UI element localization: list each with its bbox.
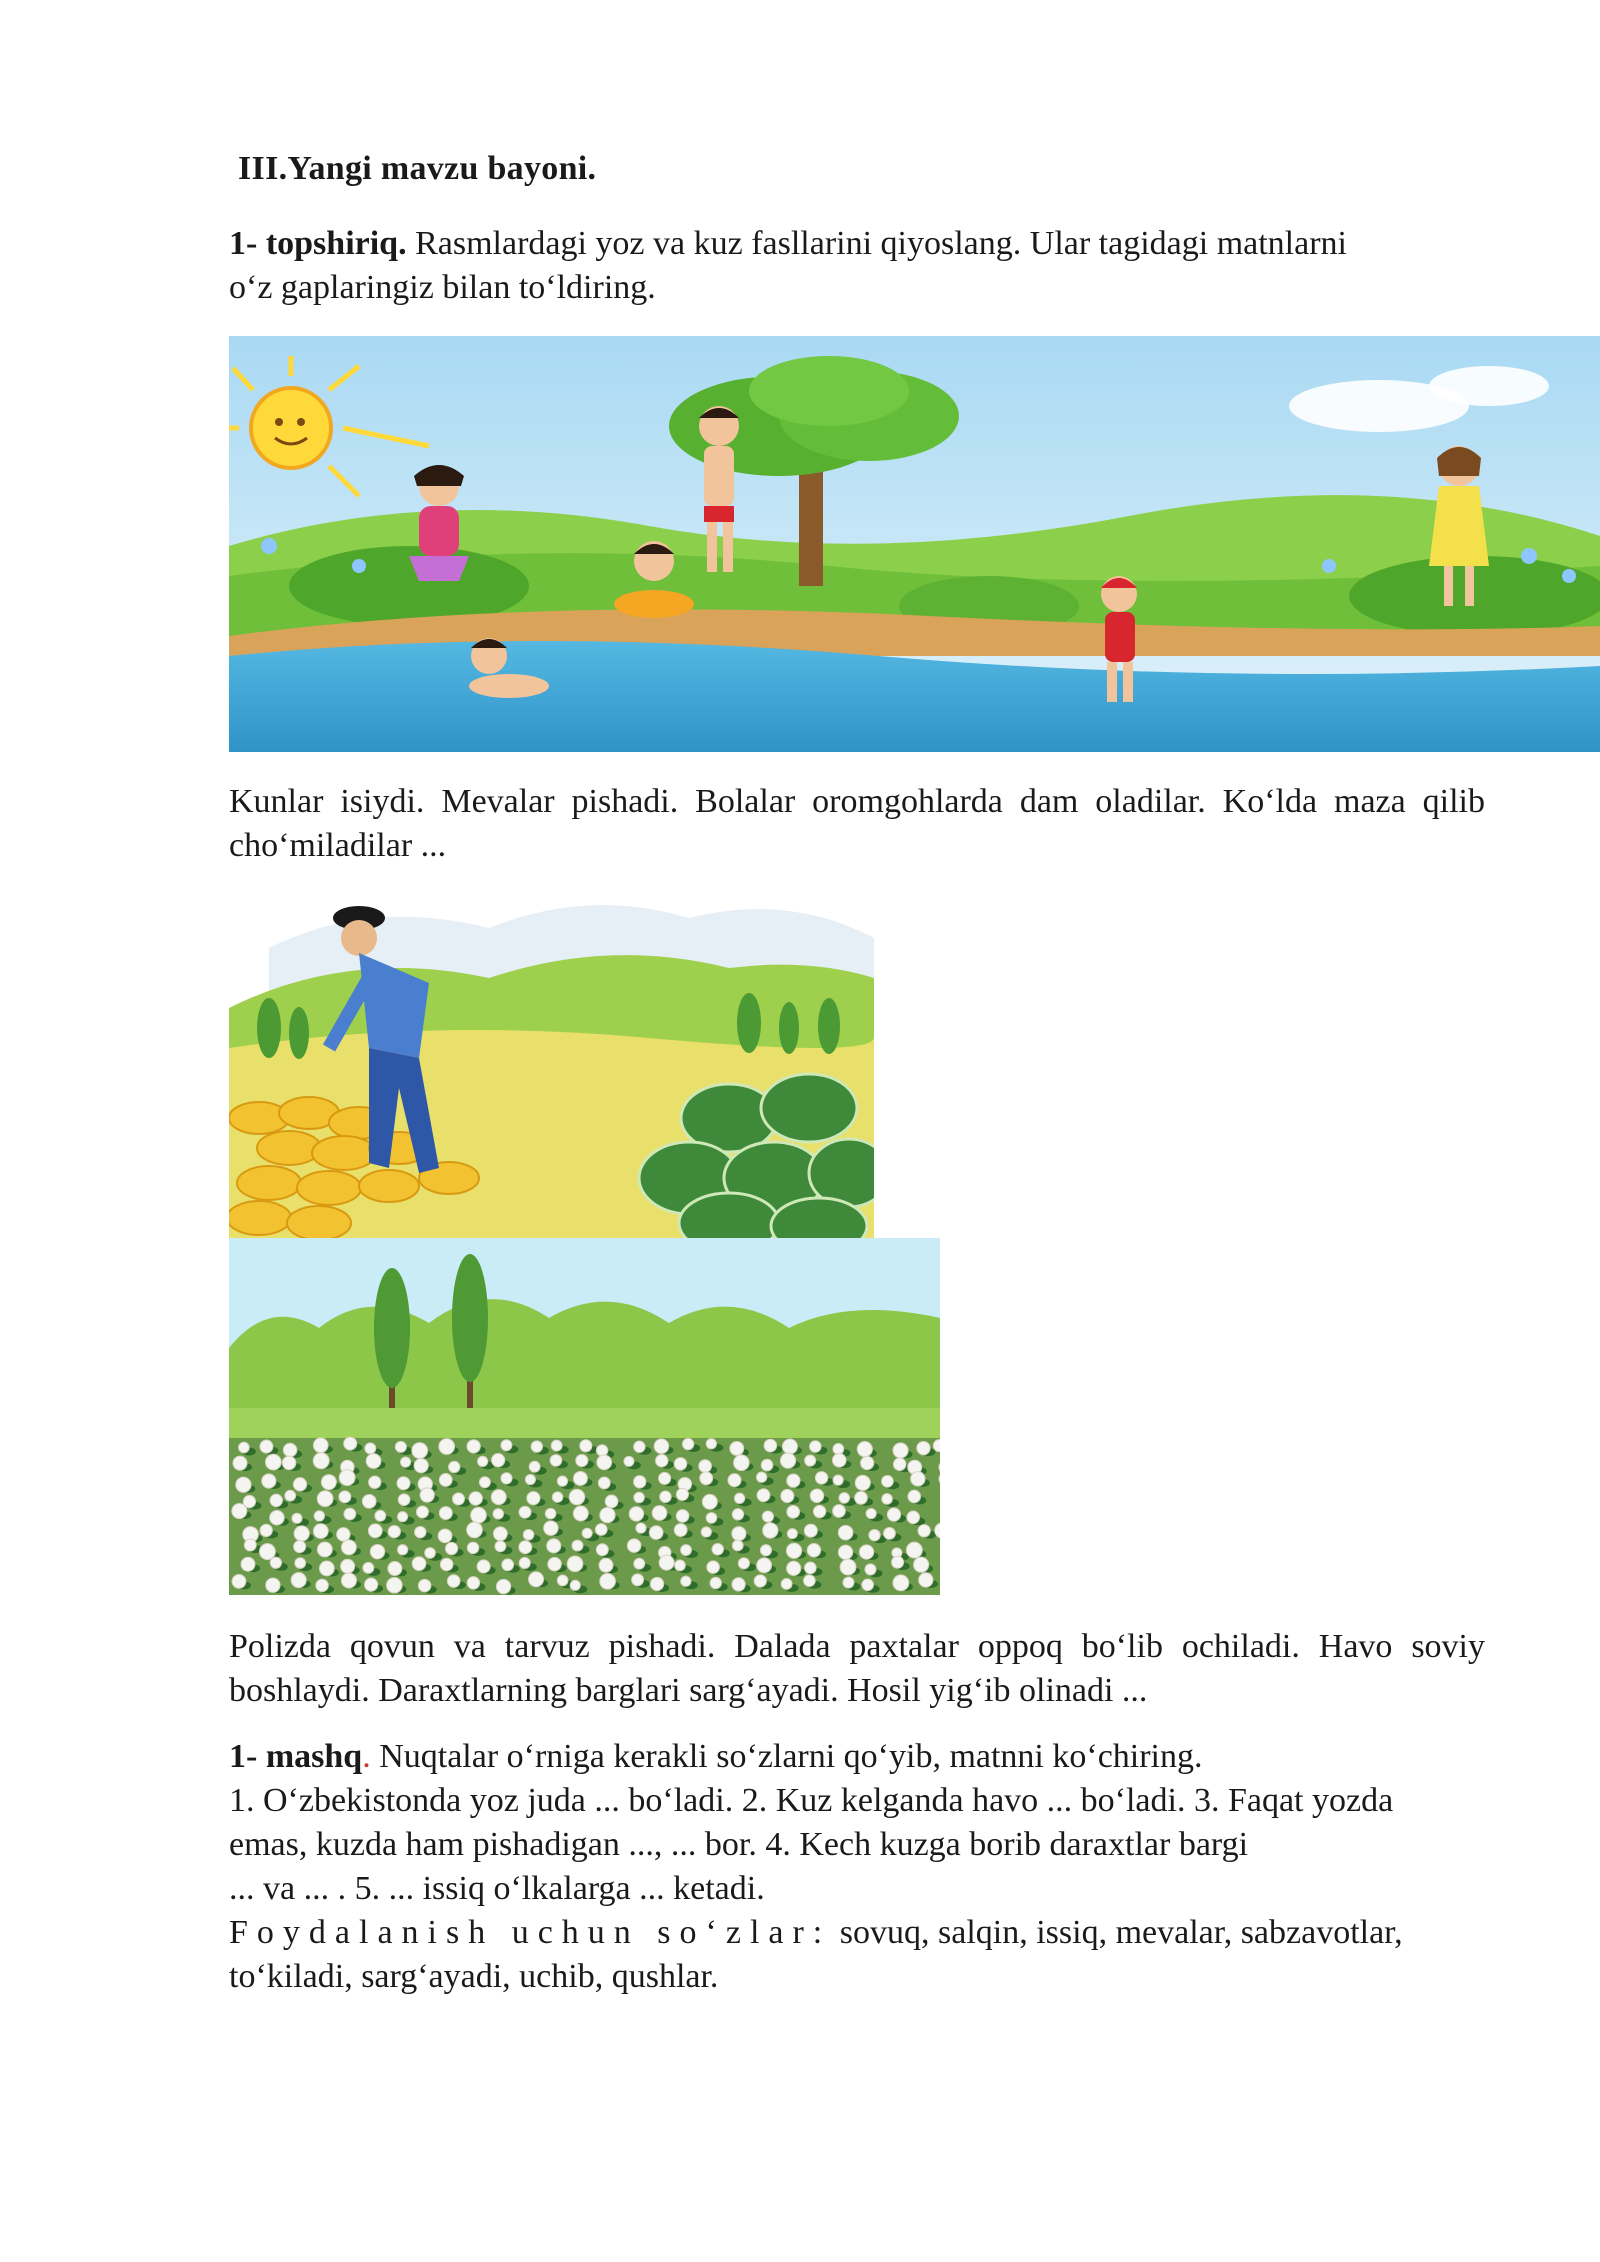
exercise-line-2: emas, kuzda ham pishadigan ..., ... bor. 4. Kech kuzga borib daraxtlar bargi [229,1826,1249,1863]
exercise-words-label: Foydalanish uchun so‘zlar: [229,1914,832,1951]
task-paragraph [229,222,1485,310]
exercise-instruction-line [229,1735,1485,1779]
task-text-line2: o‘z gaplaringiz bilan to‘ldiring. [229,269,656,306]
cotton-field-illustration [229,1238,940,1595]
autumn-caption: Polizda qovun va tarvuz pishadi. Dalada paxtalar oppoq bo‘lib ochiladi. Havo soviy boshlaydi. Daraxtlarning barglari sarg‘ayadi. Hosil yig‘ib olinadi ... [229,1628,1485,1709]
task-text-line1: Rasmlardagi yoz va kuz fasllarini qiyoslang. Ular tagidagi matnlarni [406,225,1347,262]
melon-field-illustration [229,888,874,1238]
exercise-paragraph [229,1735,1485,1999]
exercise-instruction: Nuqtalar o‘rniga kerakli so‘zlarni qo‘yib, matnni ko‘chiring. [370,1738,1203,1775]
exercise-line-1: 1. O‘zbekistonda yoz juda ... bo‘ladi. 2. Kuz kelganda havo ... bo‘ladi. 3. Faqat yozda [229,1782,1394,1819]
exercise-words-line [229,1911,1485,1955]
exercise-words-line-2: to‘kiladi, sarg‘ayadi, uchib, qushlar. [229,1958,719,1995]
exercise-line-3: ... va ... . 5. ... issiq o‘lkalarga ... ketadi. [229,1870,765,1907]
summer-illustration [229,336,1600,752]
exercise-label: 1- mashq [229,1738,363,1775]
exercise-words-1: sovuq, salqin, issiq, mevalar, sabzavotlar, [831,1914,1403,1951]
task-label: 1- topshiriq. [229,225,407,262]
section-heading: III.Yangi mavzu bayoni. [238,150,597,187]
summer-caption: Kunlar isiydi. Mevalar pishadi. Bolalar oromgohlarda dam oladilar. Ko‘lda maza qilib cho‘miladilar ... [229,783,1485,864]
exercise-label-dot: . [362,1738,371,1775]
